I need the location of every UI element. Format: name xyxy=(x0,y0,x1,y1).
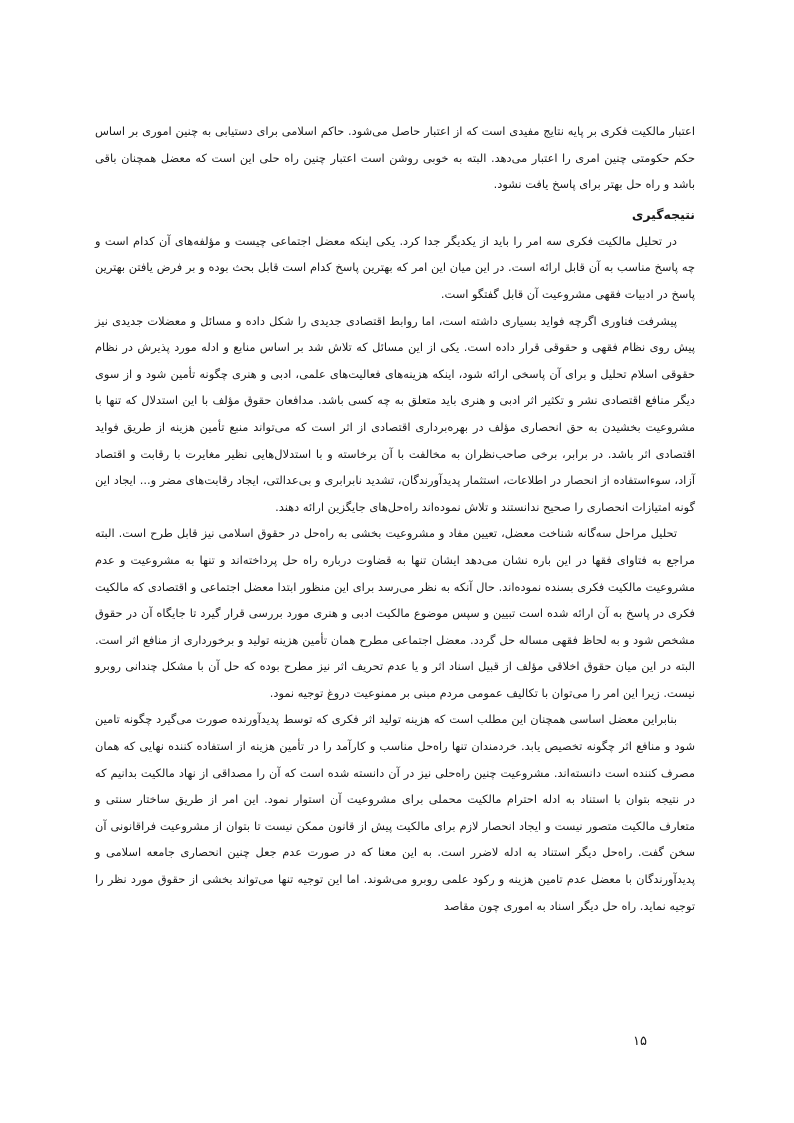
section-heading: نتیجه‌گیری xyxy=(631,206,695,222)
page-number: ۱۵ xyxy=(633,1034,647,1049)
paragraph: پیشرفت فناوری اگرچه فواید بسیاری داشته است، اما روابط اقتصادی جدیدی را شکل داده و مسائل و معضلات جدیدی نیز پیش روی نظام فقهی و حقوقی قرار داده است. یکی از این مسائل که تلاش شد بر اساس منابع و ادله مورد پذیرش در نظام حقوقی اسلام تحلیل و برای آن پاسخی ارائه شود، اینکه هزینه‌های فعالیت‌های علمی، ادبی و هنری چگونه تأمین شود و از سوی دیگر منافع اقتصادی نشر و تکثیر اثر ادبی و هنری باید متعلق به چه کسی باشد. مدافعان حقوق مؤلف با این استدلال که تنها با مشروعیت بخشیدن به حق انحصاری مؤلف در بهره‌برداری اقتصادی از اثر است که می‌تواند منبع تأمین هزینه از طریق فواید اقتصادی اثر باشد. در برابر، برخی صاحب‌نظران به مخالفت با آن برخاسته و با استدلال‌هایی نظیر مغایرت با رقابت و اقتصاد آزاد، سوءاستفاده از انحصار در اطلاعات، استثمار پدیدآورندگان، تشدید نابرابری و بی‌عدالتی، ایجاد رقابت‌های مضر و... ایجاد این گونه امتیازات انحصاری را صحیح ندانستند و تلاش نموده‌اند راه‌حل‌های جایگزین ارائه دهند. xyxy=(95,313,695,514)
paragraph: بنابراین معضل اساسی همچنان این مطلب است که هزینه تولید اثر فکری که توسط پدیدآورنده صورت می‌گیرد چگونه تامین شود و منافع اثر چگونه تخصیص یابد. خردمندان تنها راه‌حل مناسب و کارآمد را در تأمین هزینه از استفاده کننده نهایی که همان مصرف کننده است دانسته‌اند. مشروعیت چنین راه‌حلی نیز در آن دانسته شده است که آن را مصداقی از نهاد مالکیت بدانیم که در نتیجه بتوان با استناد به ادله احترام مالکیت محملی برای مشروعیت آن استوار نمود. این امر از طریق ساختار سنتی و متعارف مالکیت متصور نیست و ایجاد انحصار لازم برای مالکیت پیش از قانون ممکن نیست تا بتوان از مشروعیت فراقانونی آن سخن گفت. راه‌حل دیگر استناد به ادله لاضرر است. به این معنا که در صورت عدم جعل چنین انحصاری جامعه اسلامی و پدیدآورندگان با معضل عدم تامین هزینه و رکود علمی روبرو می‌شوند. اما این توجیه تنها می‌تواند بخشی از حقوق مورد نظر را توجیه نماید. راه حل دیگر اسناد به اموری چون مقاصد xyxy=(95,712,695,913)
page-body xyxy=(95,118,695,919)
lead-paragraph: اعتبار مالکیت فکری بر پایه نتایج مفیدی است که از اعتبار حاصل می‌شود. حاکم اسلامی برای دستیابی به چنین اموری بر اساس حکم حکومتی چنین امری را اعتبار می‌دهد. البته به خوبی روشن است اعتبار چنین راه حلی این است که معضل همچنان باقی باشد و راه حل بهتر برای پاسخ یافت نشود. xyxy=(95,124,695,192)
paragraph: در تحلیل مالکیت فکری سه امر را باید از یکدیگر جدا کرد. یکی اینکه معضل اجتماعی چیست و مؤلفه‌های آن کدام است و چه پاسخ مناسب به آن قابل ارائه است. در این میان این امر که بهترین پاسخ کدام است قابل بحث بوده و بر فرض یافتن بهترین پاسخ در ادبیات فقهی مشروعیت آن قابل گفتگو است. xyxy=(95,233,695,301)
paragraph: تحلیل مراحل سه‌گانه شناخت معضل، تعیین مفاد و مشروعیت بخشی به راه‌حل در حقوق اسلامی نیز قابل طرح است. البته مراجع به فتاوای فقها در این باره نشان می‌دهد ایشان تنها به قضاوت درباره راه حل پرداخته‌اند و تنها به مشروعیت و عدم مشروعیت مالکیت فکری بسنده نموده‌اند. حال آنکه به نظر می‌رسد برای این منظور ابتدا معضل اجتماعی و اقتصادی که مالکیت فکری در پاسخ به آن ارائه شده است تبیین و سپس موضوع مالکیت ادبی و هنری مورد بررسی قرار گیرد تا جایگاه آن در حقوق مشخص شود و به لحاظ فقهی مساله حل گردد. معضل اجتماعی مطرح همان تأمین هزینه تولید و برخورداری از منافع اثر است. البته در این میان حقوق اخلاقی مؤلف از قبیل اسناد اثر و یا عدم تحریف اثر نیز مطرح بوده که حل آن با مشکل چندانی روبرو نیست. زیرا این امر را می‌توان با تکالیف عمومی مردم مبنی بر ممنوعیت دروغ توجیه نمود. xyxy=(95,526,695,700)
